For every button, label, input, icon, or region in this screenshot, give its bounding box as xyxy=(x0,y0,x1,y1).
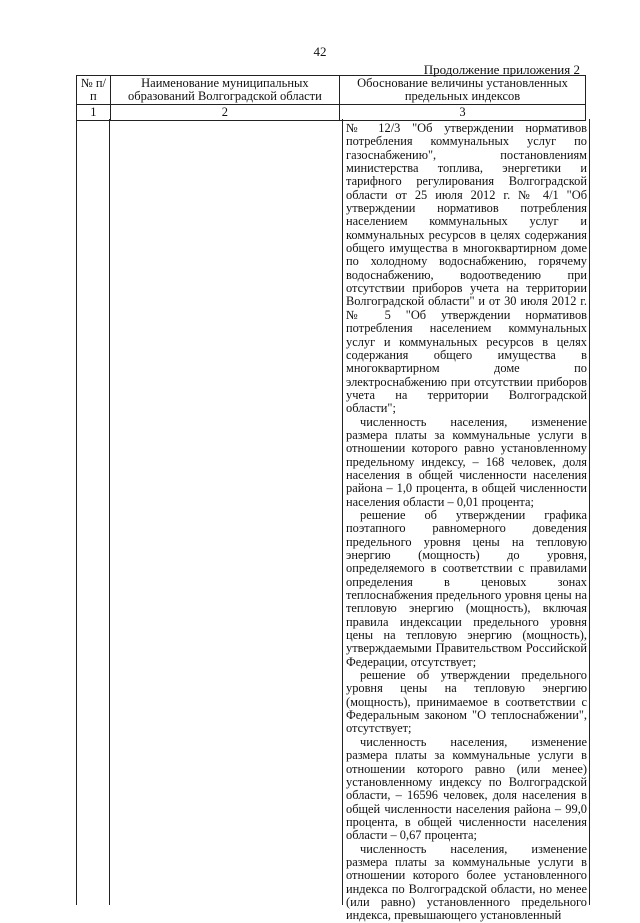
paragraph: решение об утверждении графика поэтапного равномерного доведения предельного уровня цены на тепловую энергию (мощность) до уровня, определяемого в соответствии с правилами определения в ценовых зонах теплоснабжения предельного уровня цены на тепловую энергию (мощность), включая правила индексации предельного уровня цены на тепловую энергию (мощность), утверждаемыми Правительством Российской Федерации, отсутствует; xyxy=(346,507,587,669)
justification-column xyxy=(342,119,590,923)
column-number-3: 3 xyxy=(340,105,586,121)
header-number: № п/п xyxy=(77,76,111,105)
justification-text xyxy=(343,119,589,923)
paragraph: численность населения, изменение размера платы за коммунальные услуги в отношении которого равно установленному предельному индексу, – 168 человек, доля населения в общей численности населения района – 1,0 процента, в общей численности населения области – 0,01 процента; xyxy=(346,414,587,509)
appendix-table-header xyxy=(76,75,586,121)
table-border-col1 xyxy=(109,119,110,905)
paragraph: численность населения, изменение размера платы за коммунальные услуги в отношении которого равно (или менее) установленному индексу по Волгоградской области, – 16596 человек, доля населения в общей численности населения района – 99,0 процента, в общей численности населения области – 0,67 процента; xyxy=(346,734,587,843)
paragraph: решение об утверждении предельного уровня цены на тепловую энергию (мощность), принимаемое в соответствии с Федеральным законом "О теплоснабжении", отсутствует; xyxy=(346,668,587,736)
header-justification: Обоснование величины установленных предельных индексов xyxy=(340,76,586,105)
page-number: 42 xyxy=(313,44,327,59)
table-border-left xyxy=(76,119,77,905)
column-number-1: 1 xyxy=(77,105,111,121)
table-header-row xyxy=(77,76,586,105)
paragraph: № 12/3 "Об утверждении нормативов потребления коммунальных услуг по газоснабжению", постановлениям министерства топлива, энергетики и тарифного регулирования Волгоградской области от 25 июля 2012 г. № 4/1 "Об утверждении нормативов потребления населением коммунальных услуг и коммунальных ресурсов в целях содержания общего имущества в многоквартирном доме по холодному водоснабжению, горячему водоснабжению, водоотведению при отсутствии приборов учета на территории Волгоградской области" и от 30 июля 2012 г. № 5 "Об утверждении нормативов потребления населением коммунальных услуг и коммунальных ресурсов в целях содержания общего имущества в многоквартирном доме по электроснабжению при отсутствии приборов учета на территории Волгоградской области"; xyxy=(346,121,587,416)
column-number-2: 2 xyxy=(110,105,339,121)
paragraph: численность населения, изменение размера платы за коммунальные услуги в отношении которого более установленного индекса по Волгоградской области, но менее (или равно) установленного предельного индекса, превышающего установленный xyxy=(346,841,587,923)
header-municipality: Наименование муниципальных образований Волгоградской области xyxy=(110,76,339,105)
continuation-label: Продолжение приложения 2 xyxy=(423,62,580,77)
